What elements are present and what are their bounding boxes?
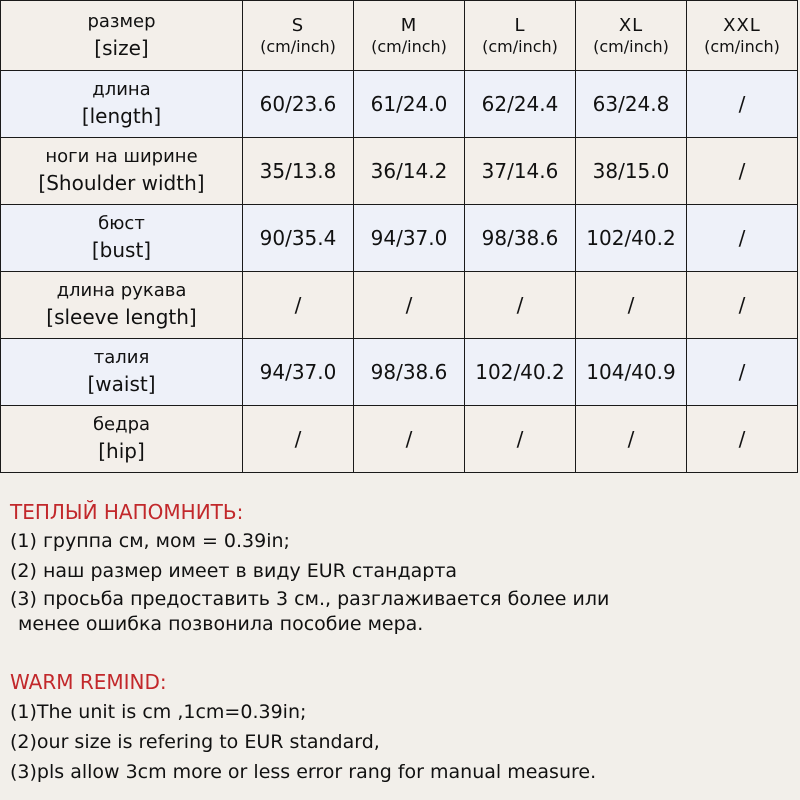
notes-ru-line-3b: менее ошибка позвонила пособие мера.: [18, 613, 424, 635]
table-cell: 37/14.6: [465, 138, 576, 205]
notes-en-line-3: (3)pls allow 3cm more or less error rang for manual measure.: [10, 761, 597, 783]
size-unit: (cm/inch): [260, 36, 336, 56]
row-label-ru: длина рукава: [56, 280, 187, 301]
size-name: S: [291, 14, 305, 36]
row-label-cell: [1, 406, 243, 473]
size-name: M: [400, 14, 418, 36]
notes-en-line-2: (2)our size is refering to EUR standard,: [10, 731, 380, 753]
table-row-shoulder-width: [1, 138, 798, 205]
header-size-s: [243, 1, 354, 71]
table-cell: 98/38.6: [354, 339, 465, 406]
table-cell: 36/14.2: [354, 138, 465, 205]
table-row-length: [1, 71, 798, 138]
notes-ru-line-1: (1) группа см, мом = 0.39in;: [10, 530, 290, 552]
table-row-bust: [1, 205, 798, 272]
size-unit: (cm/inch): [371, 36, 447, 56]
size-name: XL: [618, 14, 644, 36]
notes-russian: [10, 498, 790, 636]
table-cell: /: [687, 406, 798, 473]
table-cell: 35/13.8: [243, 138, 354, 205]
table-cell: /: [687, 272, 798, 339]
table-cell: /: [576, 272, 687, 339]
row-label-en: [sleeve length]: [46, 305, 197, 329]
table-cell: 90/35.4: [243, 205, 354, 272]
notes-ru-line-3a: (3) просьба предоставить 3 см., разглаживается более или: [10, 588, 610, 610]
header-label-en: [size]: [94, 35, 149, 60]
table-cell: /: [465, 272, 576, 339]
size-unit: (cm/inch): [704, 36, 780, 56]
table-cell: 102/40.2: [576, 205, 687, 272]
table-cell: 98/38.6: [465, 205, 576, 272]
header-size-m: [354, 1, 465, 71]
table-cell: /: [687, 205, 798, 272]
table-cell: /: [354, 272, 465, 339]
table-cell: 60/23.6: [243, 71, 354, 138]
table-cell: /: [576, 406, 687, 473]
row-label-ru: ноги на ширине: [45, 146, 198, 167]
table-header-row: [1, 1, 798, 71]
row-label-en: [length]: [81, 104, 162, 128]
row-label-en: [bust]: [91, 238, 152, 262]
row-label-cell: [1, 339, 243, 406]
notes-english: [10, 667, 790, 787]
header-size-xxl: [687, 1, 798, 71]
size-name: XXL: [723, 14, 761, 36]
row-label-en: [waist]: [87, 372, 156, 396]
table-cell: 38/15.0: [576, 138, 687, 205]
table-cell: /: [687, 138, 798, 205]
table-cell: /: [687, 71, 798, 138]
row-label-cell: [1, 138, 243, 205]
size-name: L: [514, 14, 526, 36]
notes-ru-heading: ТЕПЛЫЙ НАПОМНИТЬ:: [10, 500, 244, 524]
table-cell: /: [687, 339, 798, 406]
table-cell: 104/40.9: [576, 339, 687, 406]
notes-en-heading: WARM REMIND:: [10, 670, 167, 694]
row-label-ru: длина: [92, 79, 151, 100]
table-cell: 102/40.2: [465, 339, 576, 406]
header-size-l: [465, 1, 576, 71]
notes-ru-line-2: (2) наш размер имеет в виду EUR стандарта: [10, 560, 458, 582]
header-label-ru: размер: [87, 10, 156, 32]
table-cell: /: [354, 406, 465, 473]
row-label-cell: [1, 272, 243, 339]
table-cell: /: [465, 406, 576, 473]
row-label-ru: талия: [93, 347, 150, 368]
row-label-en: [hip]: [98, 439, 145, 463]
table-cell: 62/24.4: [465, 71, 576, 138]
table-cell: /: [243, 272, 354, 339]
table-cell: 63/24.8: [576, 71, 687, 138]
size-unit: (cm/inch): [593, 36, 669, 56]
table-cell: 94/37.0: [354, 205, 465, 272]
row-label-cell: [1, 205, 243, 272]
table-cell: /: [243, 406, 354, 473]
header-size-xl: [576, 1, 687, 71]
table-row-waist: [1, 339, 798, 406]
row-label-en: [Shoulder width]: [38, 171, 205, 195]
header-label-cell: [1, 1, 243, 71]
row-label-cell: [1, 71, 243, 138]
table-cell: 94/37.0: [243, 339, 354, 406]
size-unit: (cm/inch): [482, 36, 558, 56]
row-label-ru: бедра: [92, 414, 151, 435]
row-label-ru: бюст: [98, 213, 145, 234]
table-row-sleeve-length: [1, 272, 798, 339]
table-row-hip: [1, 406, 798, 473]
notes-en-line-1: (1)The unit is cm ,1cm=0.39in;: [10, 701, 307, 723]
table-cell: 61/24.0: [354, 71, 465, 138]
